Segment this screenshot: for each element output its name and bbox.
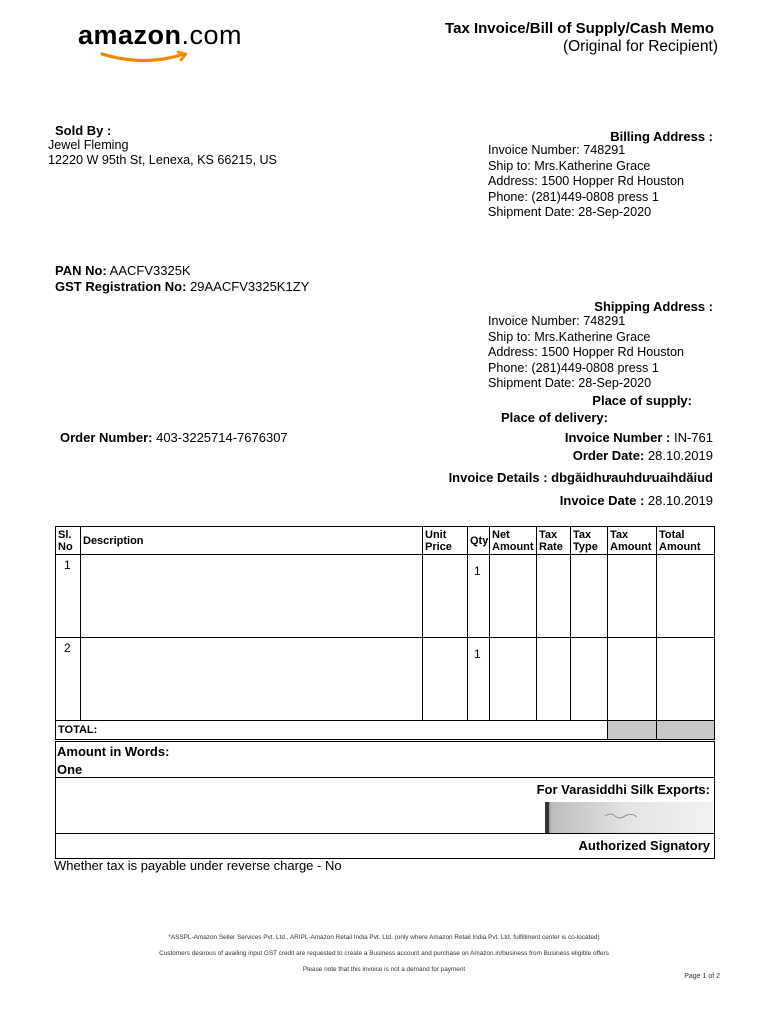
pan-value: AACFV3325K [109, 263, 191, 278]
order-date-label: Order Date: [572, 448, 645, 463]
cell-net-amount [490, 638, 537, 721]
billing-line: Invoice Number: 748291 [488, 143, 626, 157]
cell-sl: 1 [56, 555, 81, 638]
cell-total-amount [657, 638, 715, 721]
total-row [56, 721, 715, 740]
amazon-logo [78, 20, 308, 60]
footer-line-3: Please note that this invoice is not a demand for payment [302, 966, 466, 973]
sold-by-label: Sold By : [55, 123, 112, 138]
invoice-number-label: Invoice Number : [564, 430, 671, 445]
shipping-line: Phone: (281)449-0808 press 1 [488, 360, 659, 375]
seller-address: 12220 W 95th St, Lenexa, KS 66215, US [48, 153, 277, 167]
invoice-number-row [565, 430, 713, 445]
total-amount-cell [657, 721, 715, 740]
cell-qty: 1 [468, 555, 490, 638]
pan-label: PAN No: [55, 263, 107, 278]
cell-unit-price [423, 638, 468, 721]
seller-name: Jewel Fleming [48, 138, 129, 152]
shipping-address-block [488, 314, 684, 392]
place-of-delivery-label: Place of delivery: [501, 410, 608, 425]
col-header-net-amount: Net Amount [490, 527, 537, 555]
amount-in-words-value: One [57, 762, 83, 777]
for-company-label: For Varasiddhi Silk Exports: [536, 782, 710, 797]
invoice-subtitle: (Original for Recipient) [562, 38, 718, 55]
billing-line: Phone: (281)449-0808 press 1 [488, 189, 659, 204]
shipping-address-label: Shipping Address : [594, 299, 713, 314]
invoice-date-label: Invoice Date : [559, 493, 645, 508]
invoice-details-value: dbgăidhưauhdưuaihdăiud [551, 470, 713, 485]
cell-qty: 1 [468, 638, 490, 721]
invoice-details-label: Invoice Details : [448, 470, 548, 485]
cell-sl: 2 [56, 638, 81, 721]
table-header-row [56, 527, 715, 555]
order-date-value: 28.10.2019 [647, 448, 713, 463]
cell-tax-amount [608, 555, 657, 638]
reverse-charge-note: Whether tax is payable under reverse charge - No [54, 858, 342, 873]
signatory-divider [56, 833, 714, 834]
footer-line-2: Customers desirous of availing input GST credit are requested to create a Business account and purchase on Amazon.in/business from Business eligible offers [159, 950, 609, 957]
shipping-line: Shipment Date: 28-Sep-2020 [488, 376, 652, 390]
footer-line-1: *ASSPL-Amazon Seller Services Pvt. Ltd., ARIPL-Amazon Retail India Pvt. Ltd. (only where Amazon Retail India Pvt. Ltd. fulfillment center is co-located) [168, 934, 600, 941]
cell-total-amount [657, 555, 715, 638]
invoice-details-row [449, 470, 713, 485]
order-number-value: 403-3225714-7676307 [156, 430, 288, 445]
col-header-unit-price: Unit Price [423, 527, 468, 555]
cell-tax-rate [537, 638, 571, 721]
smile-arrow-icon [100, 51, 190, 65]
total-tax-amount-cell [608, 721, 657, 740]
billing-address-block [488, 143, 684, 221]
col-header-sl-no: Sl. No [56, 527, 81, 555]
pan-row [55, 263, 191, 278]
amount-in-words-box [55, 741, 715, 778]
logo-text: amazon [78, 20, 182, 50]
place-of-supply-label: Place of supply: [592, 393, 692, 408]
invoice-number-value: IN-761 [673, 430, 713, 445]
shipping-line: Address: 1500 Hopper Rd Houston [488, 345, 685, 359]
billing-line: Shipment Date: 28-Sep-2020 [488, 205, 652, 219]
items-table [55, 526, 715, 740]
col-header-tax-amount: Tax Amount [608, 527, 657, 555]
cell-tax-rate [537, 555, 571, 638]
invoice-date-value: 28.10.2019 [647, 493, 713, 508]
cell-description [81, 555, 423, 638]
gst-label: GST Registration No: [55, 279, 187, 294]
authorized-signatory-label: Authorized Signatory [578, 838, 710, 853]
cell-tax-amount [608, 638, 657, 721]
total-label: TOTAL: [56, 721, 608, 740]
billing-line: Address: 1500 Hopper Rd Houston [488, 174, 685, 188]
cell-tax-type [571, 555, 608, 638]
order-date-row [573, 448, 713, 463]
cell-net-amount [490, 555, 537, 638]
shipping-line: Ship to: Mrs.Katherine Grace [488, 329, 651, 344]
page-number: Page 1 of 2 [684, 973, 720, 980]
table-row [56, 555, 715, 638]
signature-image [545, 802, 713, 833]
col-header-tax-rate: Tax Rate [537, 527, 571, 555]
col-header-total-amount: Total Amount [657, 527, 715, 555]
col-header-tax-type: Tax Type [571, 527, 608, 555]
invoice-date-row [560, 493, 713, 508]
cell-unit-price [423, 555, 468, 638]
table-row [56, 638, 715, 721]
shipping-line: Invoice Number: 748291 [488, 314, 626, 328]
gst-value: 29AACFV3325K1ZY [190, 279, 310, 294]
order-number-label: Order Number: [60, 430, 153, 445]
billing-line: Ship to: Mrs.Katherine Grace [488, 158, 651, 173]
cell-description [81, 638, 423, 721]
cell-tax-type [571, 638, 608, 721]
invoice-title: Tax Invoice/Bill of Supply/Cash Memo [445, 20, 714, 37]
col-header-description: Description [81, 527, 423, 555]
billing-address-label: Billing Address : [610, 129, 713, 144]
gst-row [55, 279, 309, 294]
logo-suffix: .com [181, 20, 243, 50]
amount-in-words-label: Amount in Words: [57, 744, 170, 759]
col-header-qty: Qty [468, 527, 490, 555]
order-number-row [60, 430, 288, 445]
